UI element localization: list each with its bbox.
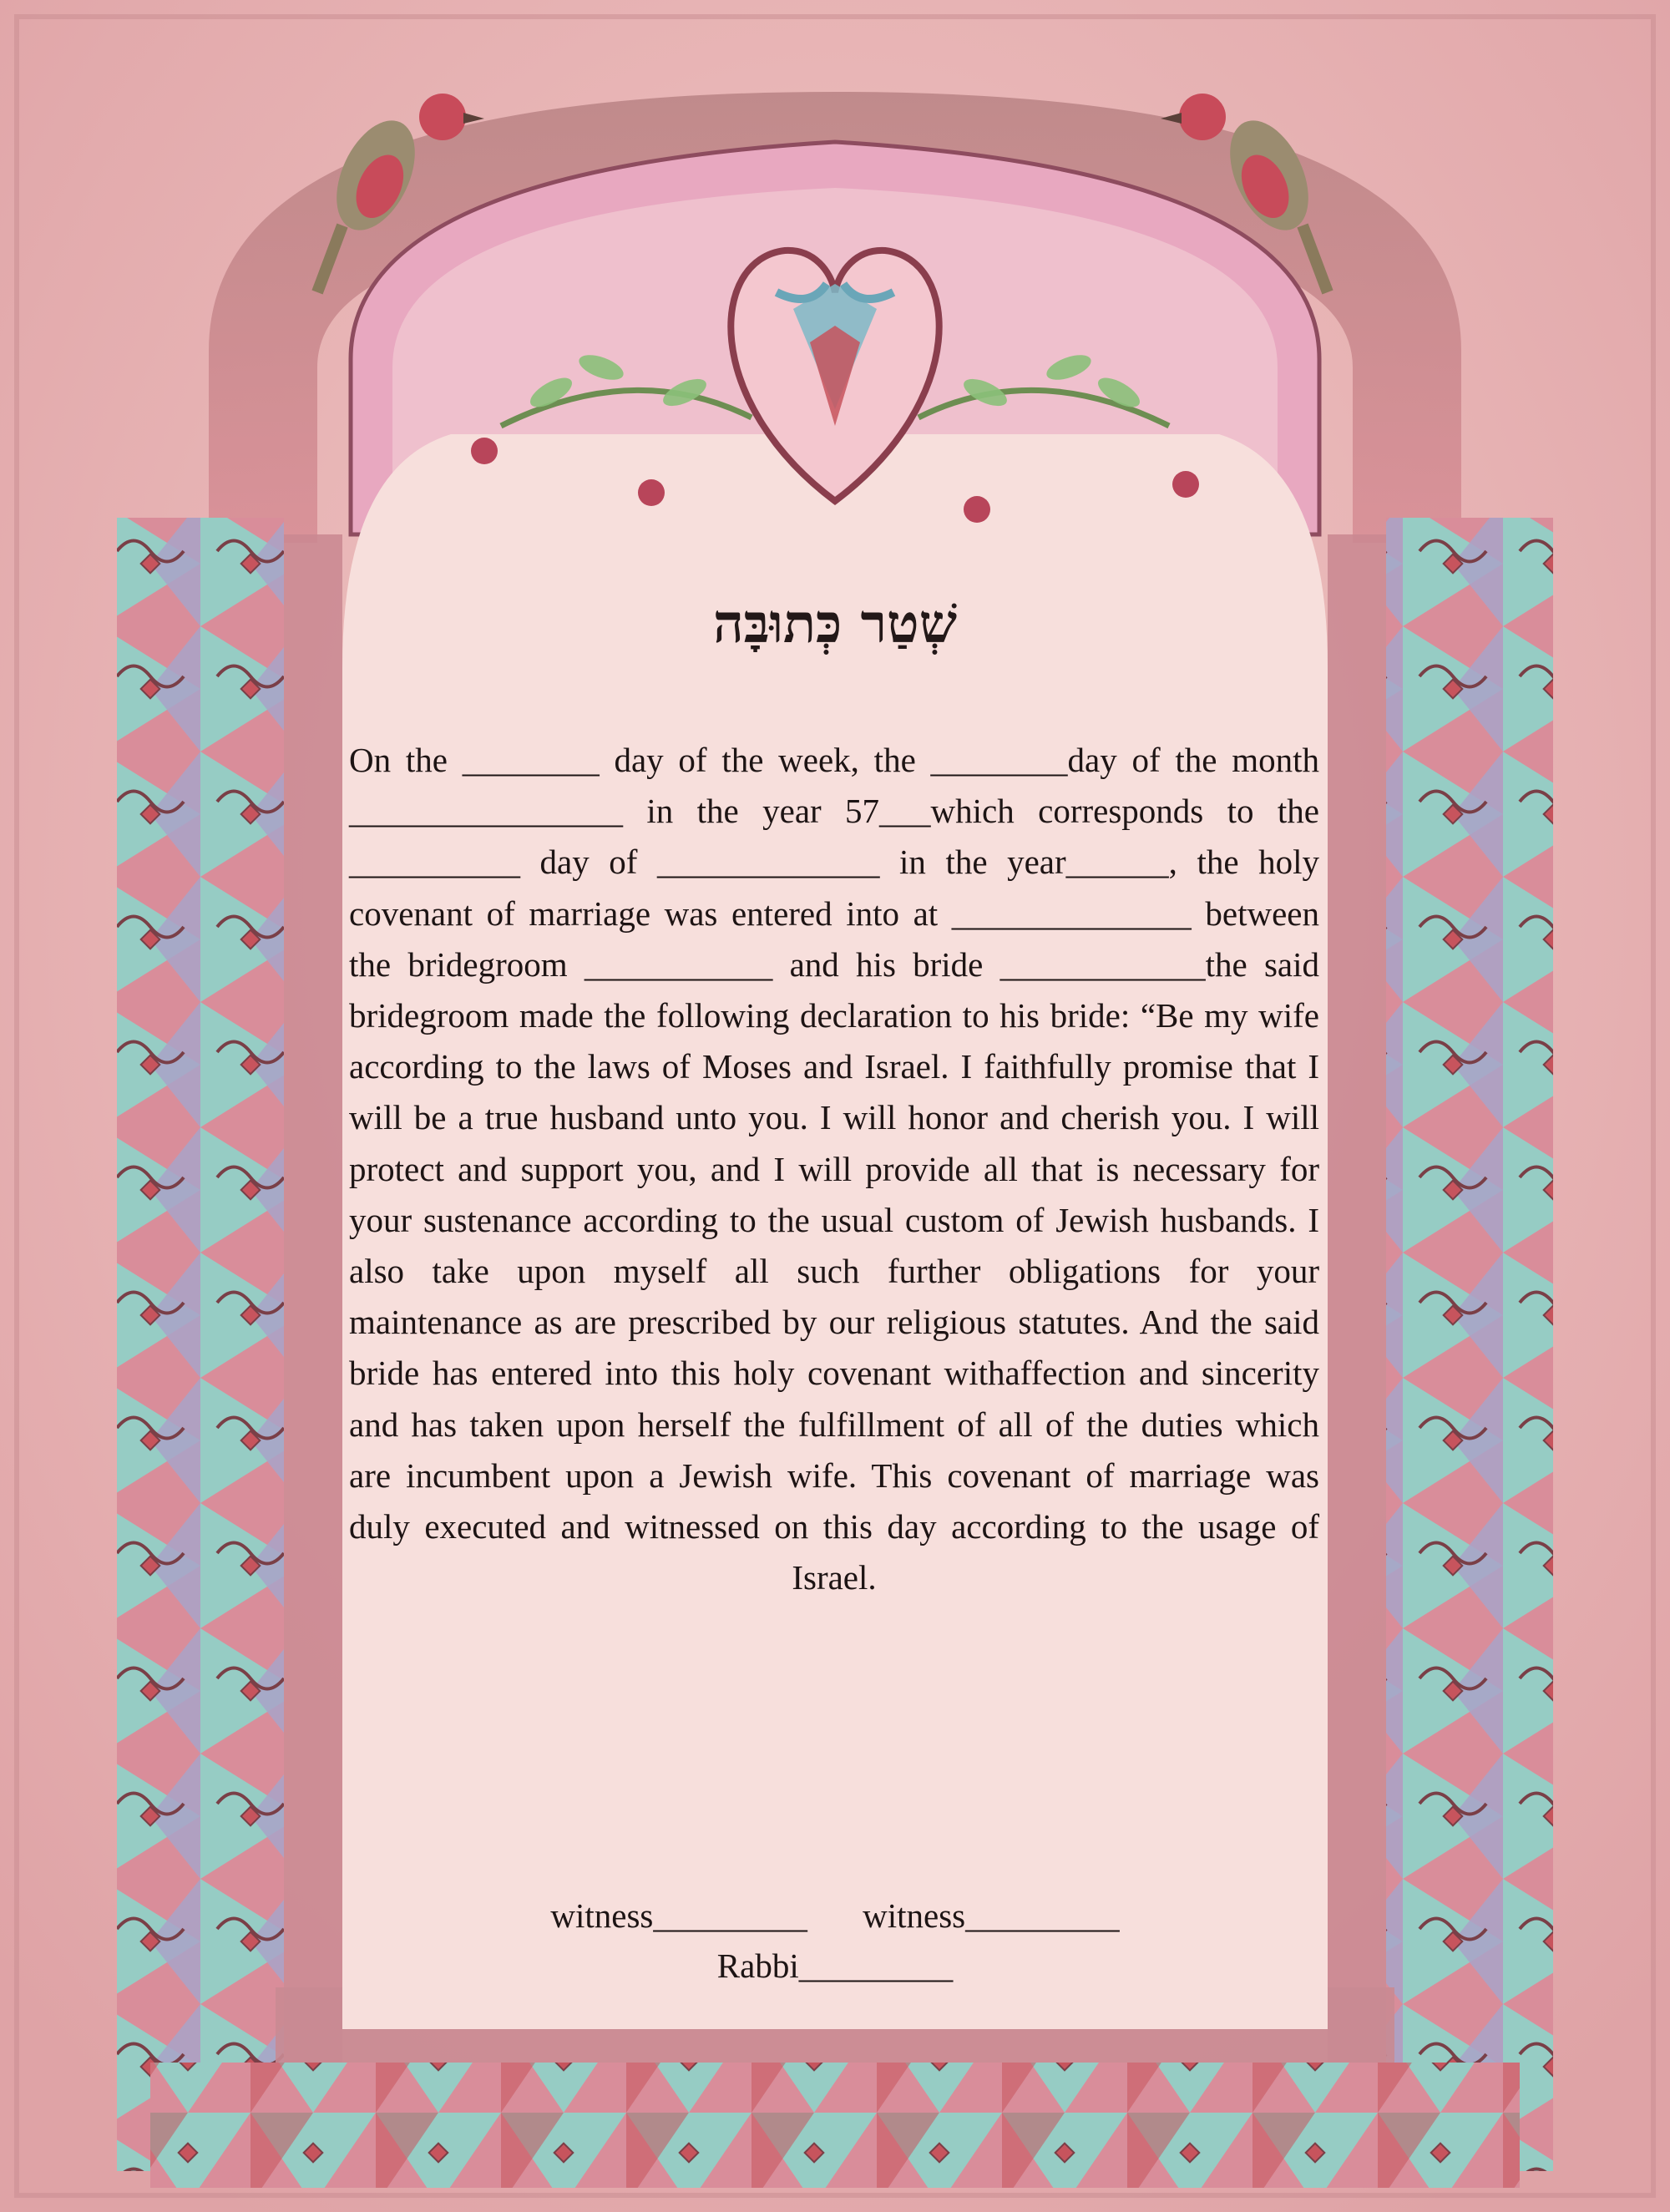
- ketubah-paragraph: On the ________ day of the week, the ________day of the month ________________ in the year 57___which corresponds to the __________ day of _____________ in the year______, the holy covenant of marriage was entered into at ______________ between the bridegroom ___________ and his bride ____________the said bridegroom made the following declaration to his bride: “Be my wife according to the laws of Moses and Israel. I faithfully promise that I will be a true husband unto you. I will honor and cherish you. I will protect and support you, and I will provide all that is necessary for your sustenance according to the usual custom of Jewish husbands. I also take upon myself all such further obligations for your maintenance as are prescribed by our religious statutes. And the said bride has entered into this holy covenant withaffection and sincerity and has taken upon herself the fulfillment of all of the duties which are incumbent upon a Jewish wife. This covenant of marriage was duly executed and witnessed on this day according to the usage of Israel.: [349, 741, 1319, 1597]
- witness-1-line[interactable]: witness_________: [550, 1896, 807, 1935]
- bottom-border: [150, 2063, 1520, 2188]
- witness-signature-row: [0, 1896, 1670, 1936]
- document-title: שְׁטַר כְּתוּבָּה: [712, 593, 958, 656]
- witness-2-line[interactable]: witness_________: [863, 1896, 1120, 1935]
- ketubah-body: [349, 735, 1319, 1603]
- rabbi-signature-line[interactable]: Rabbi_________: [716, 1946, 954, 1985]
